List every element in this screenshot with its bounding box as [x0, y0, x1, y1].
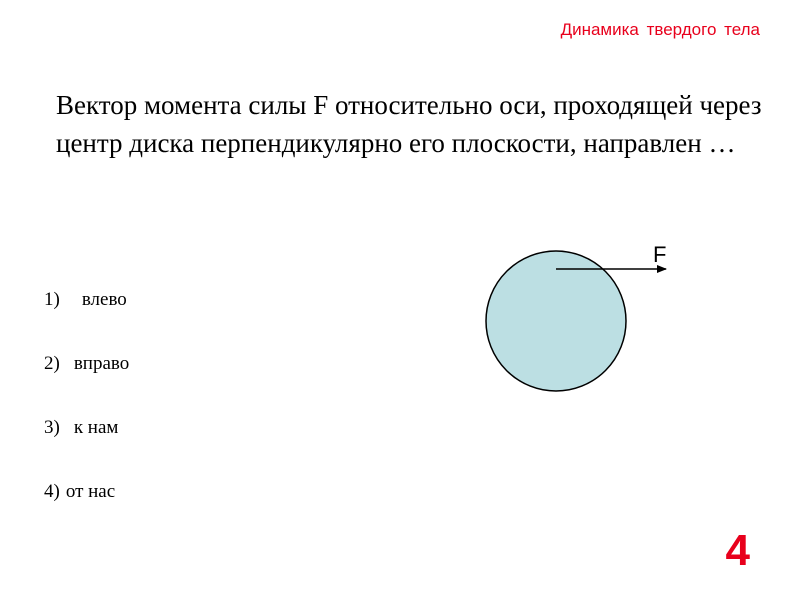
answer-option-2[interactable]	[44, 349, 129, 413]
slide-number: 4	[725, 526, 750, 575]
answer-number: 2)	[44, 353, 60, 374]
answer-option-3[interactable]	[44, 413, 129, 477]
answer-option-4[interactable]	[44, 477, 129, 541]
answer-label: влево	[81, 289, 127, 310]
force-label: F	[653, 242, 667, 267]
answer-option-1[interactable]	[44, 285, 129, 349]
disk	[486, 251, 626, 391]
topic-title: Динамика твердого тела	[560, 20, 760, 39]
answer-list	[44, 285, 129, 541]
disk-force-diagram	[470, 232, 690, 402]
answer-label: вправо	[73, 353, 130, 374]
answer-label: к нам	[73, 417, 119, 438]
answer-number: 4)	[44, 481, 60, 502]
question-text: Вектор момента силы F относительно оси, проходящей через центр диска перпендикулярно его плоскости, направлен …	[56, 90, 762, 158]
answer-number: 3)	[44, 417, 60, 438]
answer-label: от нас	[65, 481, 116, 502]
answer-number: 1)	[44, 289, 60, 310]
